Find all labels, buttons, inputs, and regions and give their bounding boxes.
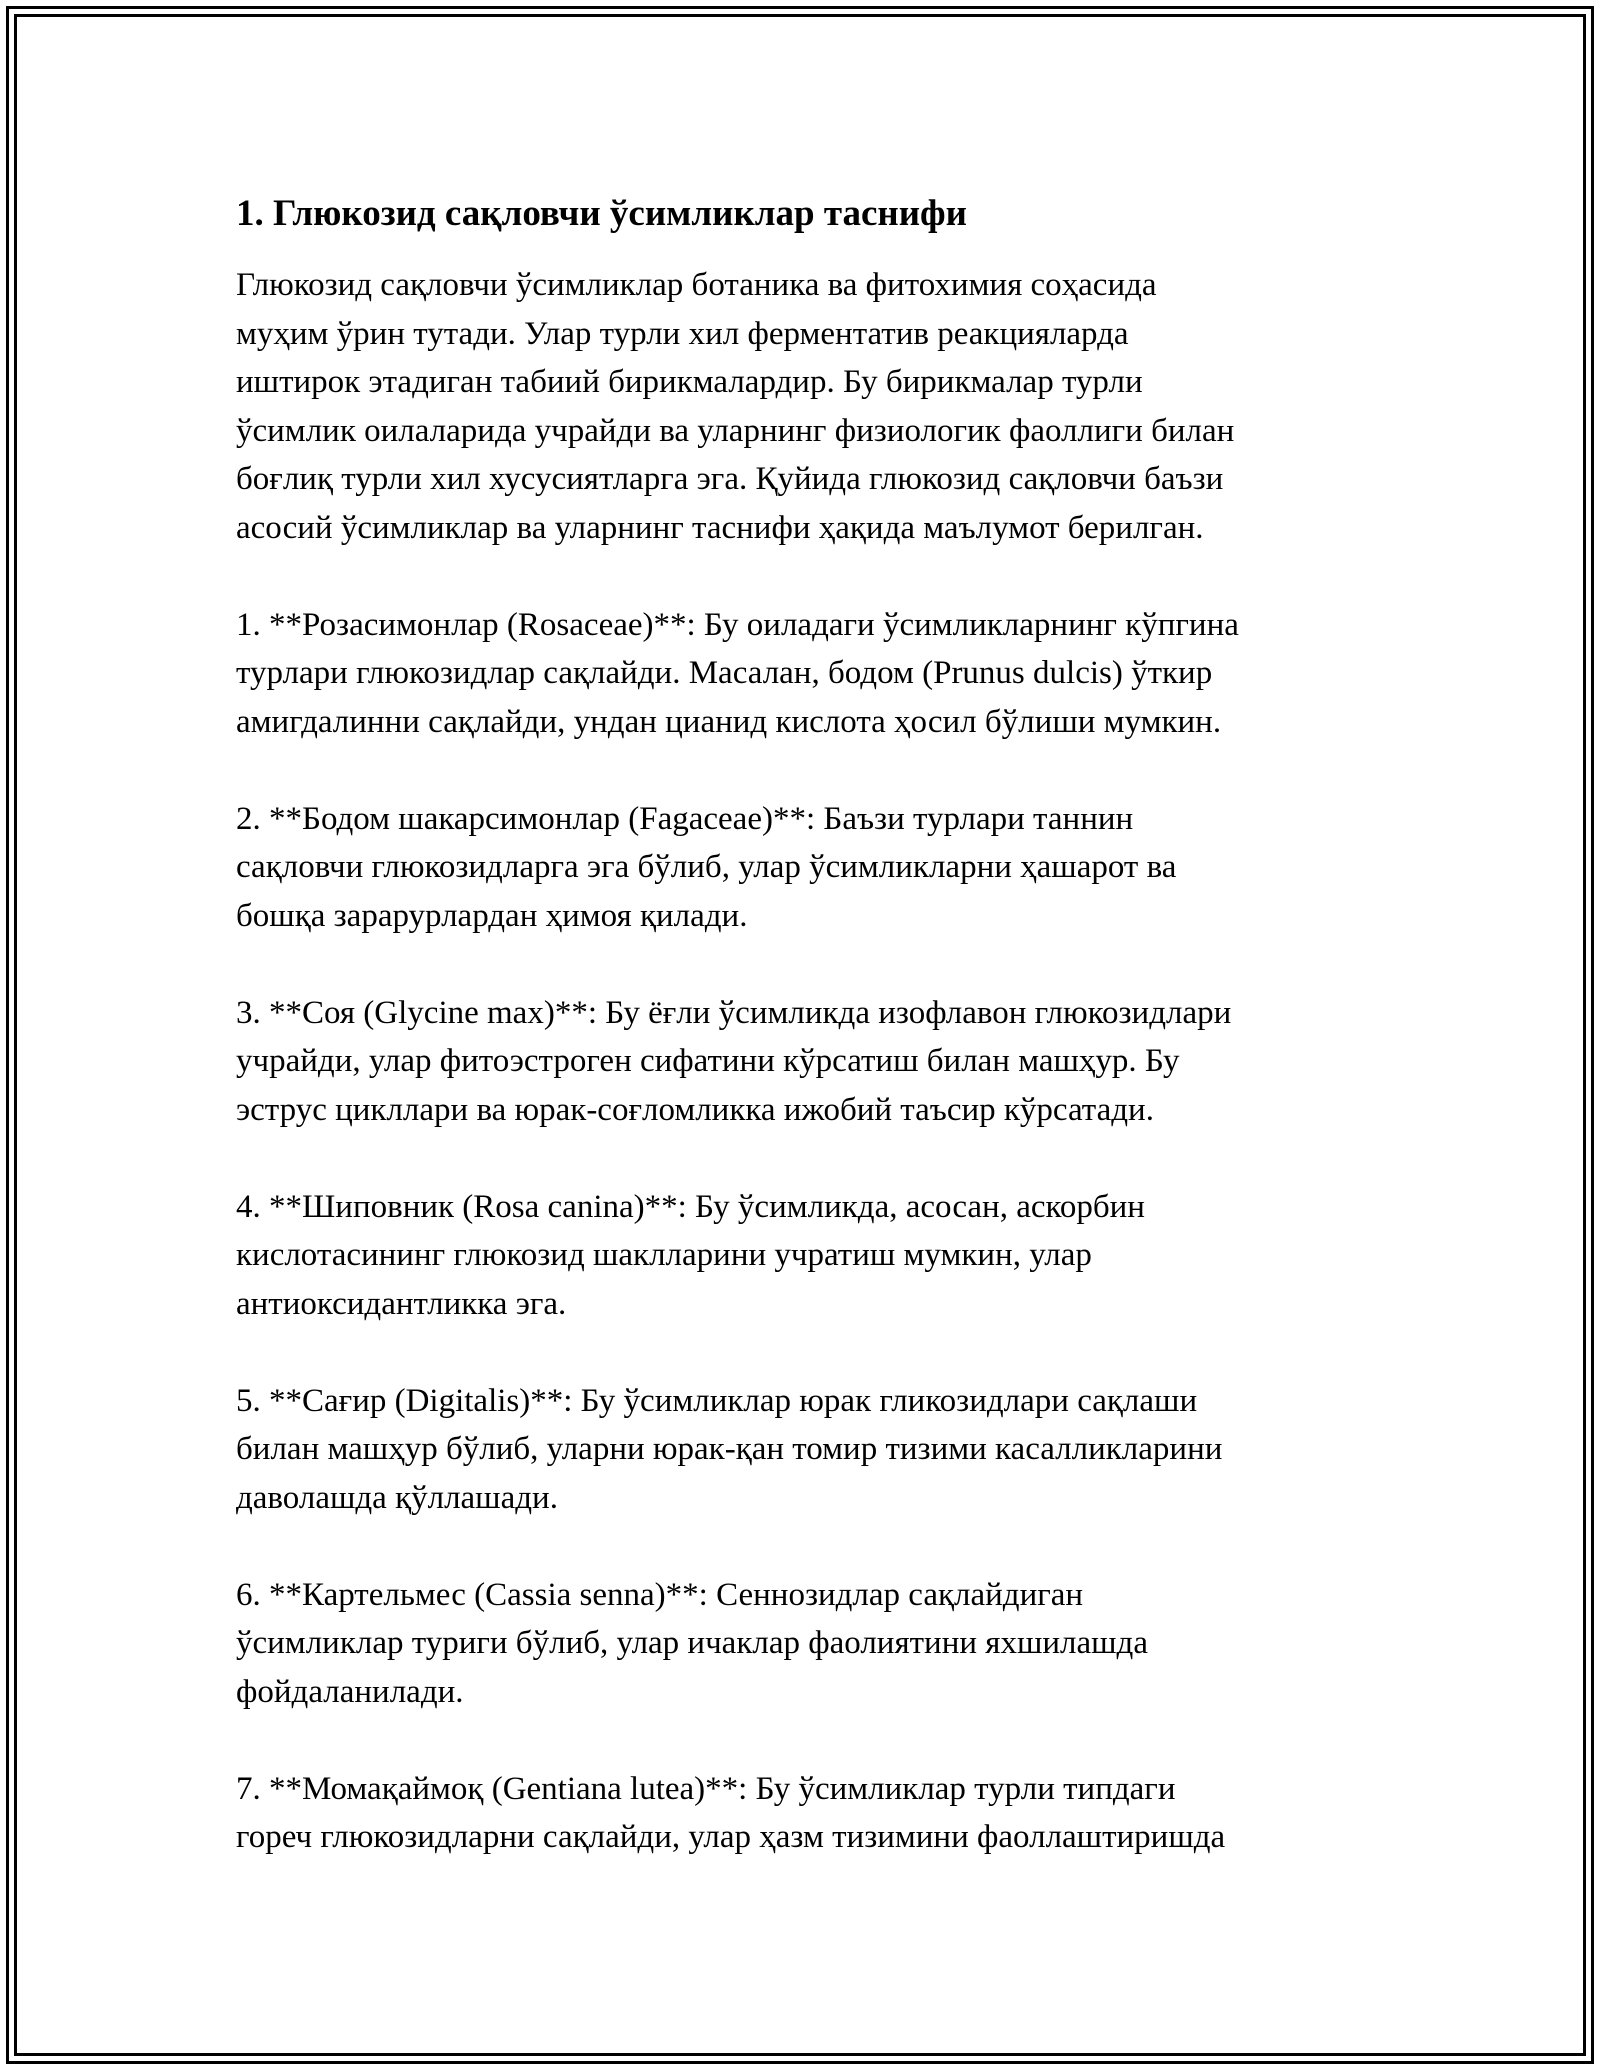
list-item-cassia (236, 1571, 1376, 1717)
text-line: даволашда қўллашади. (236, 1479, 558, 1516)
text-line: ўсимлик оилаларида учрайди ва уларнинг физиологик фаоллиги билан (236, 412, 1235, 449)
text-line: кислотасининг глюкозид шаклларини учратиш мумкин, улар (236, 1237, 1092, 1273)
text-line: 2. **Бодом шакарсимонлар (Fagaceae)**: Баъзи турлари таннин (236, 800, 1134, 837)
text-line: ўсимликлар туриги бўлиб, улар ичаклар фаолиятини яхшилашда (236, 1625, 1148, 1661)
text-line: Глюкозид сақловчи ўсимликлар ботаника ва фитохимия соҳасида (236, 267, 1157, 303)
text-line: иштирок этадиган табиий бирикмалардир. Бу бирикмалар турли (236, 364, 1143, 400)
text-line: эструс цикллари ва юрак-соғломликка ижобий таъсир кўрсатади. (236, 1091, 1154, 1128)
text-line: турлари глюкозидлар сақлайди. Масалан, бодом (Prunus dulcis) ўткир (236, 655, 1213, 691)
text-line: учрайди, улар фитоэстроген сифатини кўрсатиш билан машҳур. Бу (236, 1043, 1180, 1079)
text-line: фойдаланилади. (236, 1673, 464, 1710)
list-item-fagaceae (236, 795, 1376, 941)
intro-paragraph (236, 261, 1376, 552)
text-line: 4. **Шиповник (Rosa canina)**: Бу ўсимликда, асосан, аскорбин (236, 1188, 1145, 1225)
text-line: 5. **Сағир (Digitalis)**: Бу ўсимликлар юрак гликозидлари сақлаши (236, 1382, 1198, 1419)
list-item-gentiana (236, 1765, 1376, 1862)
text-line: билан машҳур бўлиб, уларни юрак-қан томир тизими касалликларини (236, 1431, 1223, 1467)
list-item-rosa-canina (236, 1183, 1376, 1329)
text-line: боғлиқ турли хил хусусиятларга эга. Қуйида глюкозид сақловчи баъзи (236, 461, 1224, 497)
list-item-rosaceae (236, 601, 1376, 747)
text-line: гореч глюкозидларни сақлайди, улар ҳазм тизимини фаоллаштиришда (236, 1819, 1226, 1855)
text-line: 3. **Соя (Glycine max)**: Бу ёғли ўсимликда изофлавон глюкозидлари (236, 994, 1232, 1031)
document-title: 1. Глюкозид сақловчи ўсимликлар таснифи (236, 193, 967, 234)
text-line: асосий ўсимликлар ва уларнинг таснифи ҳақида маълумот берилган. (236, 509, 1204, 546)
list-item-digitalis (236, 1377, 1376, 1523)
text-line: сақловчи глюкозидларга эга бўлиб, улар ўсимликларни ҳашарот ва (236, 849, 1177, 885)
text-line: 1. **Розасимонлар (Rosaceae)**: Бу оиладаги ўсимликларнинг кўпгина (236, 606, 1239, 643)
document-body (236, 190, 1376, 1910)
list-item-glycine (236, 989, 1376, 1135)
text-line: антиоксидантликка эга. (236, 1285, 567, 1322)
text-line: муҳим ўрин тутади. Улар турли хил ферментатив реакцияларда (236, 315, 1129, 352)
text-line: амигдалинни сақлайди, ундан цианид кислота ҳосил бўлиши мумкин. (236, 703, 1222, 740)
text-line: бошқа зарарурлардан ҳимоя қилади. (236, 897, 748, 934)
text-line: 6. **Картельмес (Cassia senna)**: Сеннозидлар сақлайдиган (236, 1576, 1084, 1613)
text-line: 7. **Момақаймоқ (Gentiana lutea)**: Бу ўсимликлар турли типдаги (236, 1770, 1176, 1807)
